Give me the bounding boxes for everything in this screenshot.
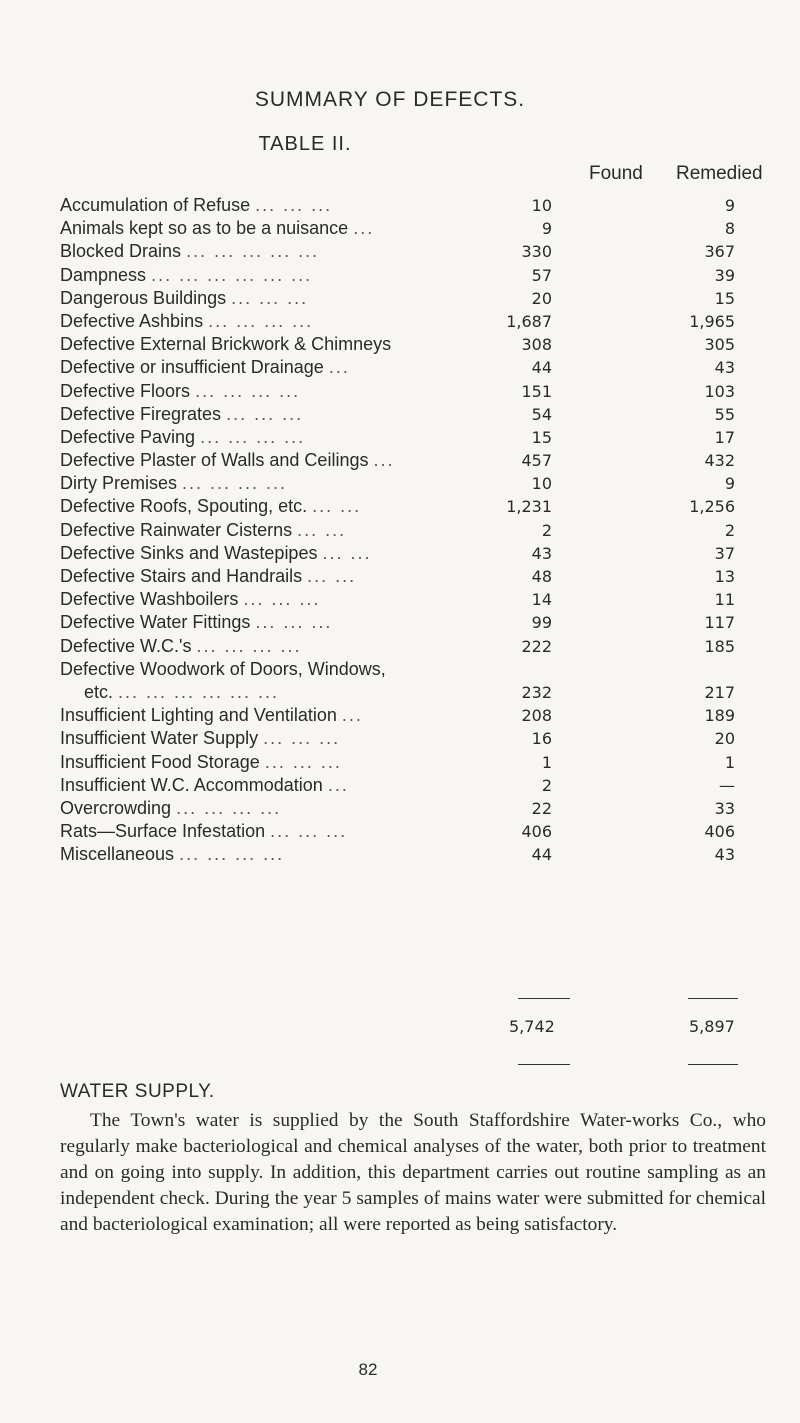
table-row xyxy=(0,449,800,472)
defect-label xyxy=(60,797,281,820)
total-found: 5,742 xyxy=(509,1017,555,1036)
found-value: 232 xyxy=(521,682,552,702)
found-value: 2 xyxy=(541,775,552,795)
remedied-value: 39 xyxy=(714,265,735,285)
defect-name: Defective Washboilers xyxy=(60,589,239,610)
defect-name: Accumulation of Refuse xyxy=(60,195,251,215)
found-value: 10 xyxy=(531,474,552,494)
defect-name: Rats—Surface Infestation xyxy=(60,821,266,842)
defect-label xyxy=(60,472,287,495)
found-value: 16 xyxy=(531,729,552,749)
defect-label xyxy=(60,217,374,240)
remedied-value: 43 xyxy=(714,358,735,378)
water-supply-paragraph: The Town's water is supplied by the South Staffordshire Water-works Co., who regularly make bacteriological and chemical analyses of the water, both prior to treatment and on going into supply. In addition, this department carries out routine sampling as an independent check. During the year 5 samples of mains water were submitted for chemical and bacteriological examination; all were reported as being satisfactory. xyxy=(60,1110,766,1235)
defect-name: Defective or insufficient Drainage xyxy=(60,357,324,378)
leader-dots: ... ... ... xyxy=(226,403,304,424)
defect-label xyxy=(84,681,279,704)
remedied-value: 367 xyxy=(704,242,735,262)
found-value: 15 xyxy=(531,427,552,447)
total-rule-top-found xyxy=(518,998,570,999)
defect-label xyxy=(60,519,346,542)
defect-label xyxy=(60,704,363,727)
table-row xyxy=(0,588,800,611)
remedied-value: 55 xyxy=(714,404,735,424)
table-row xyxy=(0,704,800,727)
remedied-value: 305 xyxy=(704,335,735,355)
found-value: 1,231 xyxy=(506,497,552,517)
leader-dots: ... ... ... xyxy=(243,589,321,610)
table-row xyxy=(0,287,800,310)
leader-dots: ... ... ... xyxy=(270,821,348,842)
defect-label xyxy=(60,403,303,426)
defect-name: Defective Woodwork of Doors, Windows, xyxy=(60,658,386,679)
table-row xyxy=(0,519,800,542)
defect-name: Insufficient Water Supply xyxy=(60,728,259,749)
remedied-value: 217 xyxy=(704,682,735,702)
defect-label xyxy=(60,727,340,750)
table-row xyxy=(0,310,800,333)
remedied-value: 1,256 xyxy=(689,497,735,517)
found-value: 9 xyxy=(541,219,552,239)
remedied-value: 37 xyxy=(714,543,735,563)
leader-dots: ... ... ... ... xyxy=(182,473,288,494)
table-row xyxy=(0,426,800,449)
remedied-value: 9 xyxy=(724,474,735,494)
remedied-value: 103 xyxy=(704,381,735,401)
remedied-value: 8 xyxy=(724,219,735,239)
found-value: 10 xyxy=(531,196,552,215)
remedied-value: 20 xyxy=(714,729,735,749)
leader-dots: ... ... xyxy=(312,496,362,517)
found-value: 20 xyxy=(531,288,552,308)
leader-dots: ... ... xyxy=(307,566,357,586)
defect-label xyxy=(60,194,332,217)
table-row xyxy=(0,240,800,263)
found-value: 222 xyxy=(521,636,552,656)
column-header-remedied: Remedied xyxy=(676,163,763,184)
found-value: 14 xyxy=(531,590,552,610)
table-row xyxy=(0,217,800,240)
found-value: 457 xyxy=(521,451,552,471)
defect-name: Dangerous Buildings xyxy=(60,287,227,308)
defect-name: Defective Rainwater Cisterns xyxy=(60,519,293,540)
defect-name: Defective Water Fittings xyxy=(60,612,251,633)
found-value: 208 xyxy=(521,706,552,726)
found-value: 1,687 xyxy=(506,311,552,331)
remedied-value: 15 xyxy=(714,288,735,308)
table-row xyxy=(0,333,800,356)
leader-dots: ... ... ... ... xyxy=(208,310,314,331)
table-row xyxy=(0,472,800,495)
found-value: 43 xyxy=(531,543,552,563)
defect-label xyxy=(60,356,350,379)
section-heading: WATER SUPPLY. xyxy=(60,1081,215,1102)
defect-label xyxy=(60,333,391,356)
found-value: 44 xyxy=(531,358,552,378)
defect-name: Insufficient Food Storage xyxy=(60,751,260,772)
defect-name: etc. xyxy=(84,681,114,702)
defect-name: Defective Stairs and Handrails xyxy=(60,566,303,586)
leader-dots: ... xyxy=(328,357,350,378)
defect-name: Dampness xyxy=(60,264,147,285)
remedied-value: 117 xyxy=(704,613,735,633)
leader-dots: ... xyxy=(341,705,363,726)
defect-label xyxy=(60,843,284,866)
total-remedied: 5,897 xyxy=(689,1017,735,1036)
table-row xyxy=(0,843,800,866)
defect-label xyxy=(60,658,386,681)
leader-dots: ... ... xyxy=(322,542,372,563)
table-row xyxy=(0,403,800,426)
defect-name: Defective Firegrates xyxy=(60,403,222,424)
leader-dots: ... xyxy=(353,218,375,239)
leader-dots: ... ... ... ... xyxy=(195,380,301,401)
leader-dots: ... ... xyxy=(297,519,347,540)
defects-table xyxy=(0,194,800,866)
defect-label xyxy=(60,542,372,565)
defect-name: Animals kept so as to be a nuisance xyxy=(60,218,349,239)
found-value: 22 xyxy=(531,798,552,818)
remedied-value: 432 xyxy=(704,451,735,471)
remedied-value: 11 xyxy=(714,590,735,610)
remedied-value: 1,965 xyxy=(689,311,735,331)
defect-label xyxy=(60,310,313,333)
remedied-value: 2 xyxy=(724,520,735,540)
leader-dots: ... xyxy=(327,774,349,795)
remedied-value: 9 xyxy=(724,196,735,215)
defect-name: Insufficient Lighting and Ventilation xyxy=(60,705,337,726)
table-row xyxy=(0,356,800,379)
table-row xyxy=(0,751,800,774)
defect-label xyxy=(60,495,361,518)
defect-label xyxy=(60,380,300,403)
leader-dots: ... ... ... ... xyxy=(176,797,282,818)
found-value: 44 xyxy=(531,845,552,865)
defect-label xyxy=(60,426,305,449)
remedied-value: 406 xyxy=(704,822,735,842)
remedied-value: 33 xyxy=(714,798,735,818)
table-row xyxy=(0,495,800,518)
leader-dots: ... ... ... xyxy=(264,751,342,772)
leader-dots: ... xyxy=(373,450,395,471)
leader-dots: ... ... ... ... ... ... xyxy=(151,264,313,285)
remedied-value: 1 xyxy=(724,752,735,772)
remedied-value: 43 xyxy=(714,845,735,865)
defect-name: Defective Roofs, Spouting, etc. xyxy=(60,496,308,517)
table-row xyxy=(0,774,800,797)
leader-dots: ... ... ... ... xyxy=(196,635,302,656)
defect-label xyxy=(60,565,356,588)
defect-label xyxy=(60,240,319,263)
found-value: 57 xyxy=(531,265,552,285)
found-value: 48 xyxy=(531,567,552,586)
defect-name: Overcrowding xyxy=(60,797,172,818)
defect-label xyxy=(60,264,312,287)
total-rule-bottom-remedied xyxy=(688,1064,738,1065)
table-row xyxy=(0,635,800,658)
defect-name: Insufficient W.C. Accommodation xyxy=(60,774,323,795)
table-row xyxy=(0,797,800,820)
defect-label xyxy=(60,287,308,310)
leader-dots: ... ... ... xyxy=(263,728,341,749)
table-row xyxy=(0,820,800,843)
defect-name: Defective Paving xyxy=(60,426,196,447)
defect-name: Miscellaneous xyxy=(60,844,175,865)
defect-name: Defective W.C.'s xyxy=(60,635,192,656)
table-title: TABLE II. xyxy=(258,133,352,155)
found-value: 2 xyxy=(541,520,552,540)
leader-dots: ... ... ... xyxy=(231,287,309,308)
total-rule-bottom-found xyxy=(518,1064,570,1065)
defect-label xyxy=(60,820,347,843)
remedied-value: — xyxy=(719,775,735,795)
defect-label xyxy=(60,774,349,797)
leader-dots: ... ... ... ... ... xyxy=(186,241,320,262)
table-row xyxy=(0,681,800,704)
found-value: 54 xyxy=(531,404,552,424)
defect-label xyxy=(60,449,395,472)
leader-dots: ... ... ... ... xyxy=(200,426,306,447)
defect-label xyxy=(60,635,302,658)
remedied-value: 17 xyxy=(714,427,735,447)
found-value: 406 xyxy=(521,822,552,842)
defect-name: Defective External Brickwork & Chimneys xyxy=(60,334,392,355)
defect-name: Blocked Drains xyxy=(60,241,182,262)
table-row xyxy=(0,264,800,287)
total-rule-top-remedied xyxy=(688,998,738,999)
remedied-value: 185 xyxy=(704,636,735,656)
table-row xyxy=(0,727,800,750)
defect-label xyxy=(60,611,332,634)
remedied-value: 13 xyxy=(714,567,735,586)
page-number: 82 xyxy=(358,1360,378,1379)
defect-name: Defective Ashbins xyxy=(60,310,204,331)
table-row xyxy=(0,565,800,588)
defect-name: Defective Sinks and Wastepipes xyxy=(60,542,318,563)
remedied-value: 189 xyxy=(704,706,735,726)
table-row xyxy=(0,542,800,565)
defect-name: Defective Plaster of Walls and Ceilings xyxy=(60,450,369,471)
defect-name: Defective Floors xyxy=(60,380,191,401)
found-value: 330 xyxy=(521,242,552,262)
found-value: 151 xyxy=(521,381,552,401)
leader-dots: ... ... ... xyxy=(255,612,333,633)
table-row xyxy=(0,611,800,634)
leader-dots: ... ... ... xyxy=(255,195,333,215)
found-value: 308 xyxy=(521,335,552,355)
found-value: 1 xyxy=(541,752,552,772)
leader-dots: ... ... ... ... xyxy=(179,844,285,865)
defect-label xyxy=(60,751,342,774)
found-value: 99 xyxy=(531,613,552,633)
defect-label xyxy=(60,588,320,611)
table-row xyxy=(0,658,800,681)
page-heading: SUMMARY OF DEFECTS. xyxy=(254,88,526,111)
defect-name: Dirty Premises xyxy=(60,473,178,494)
table-row xyxy=(0,194,800,217)
leader-dots: ... ... ... ... ... ... xyxy=(118,681,280,702)
table-row xyxy=(0,380,800,403)
column-header-found: Found xyxy=(589,163,643,184)
